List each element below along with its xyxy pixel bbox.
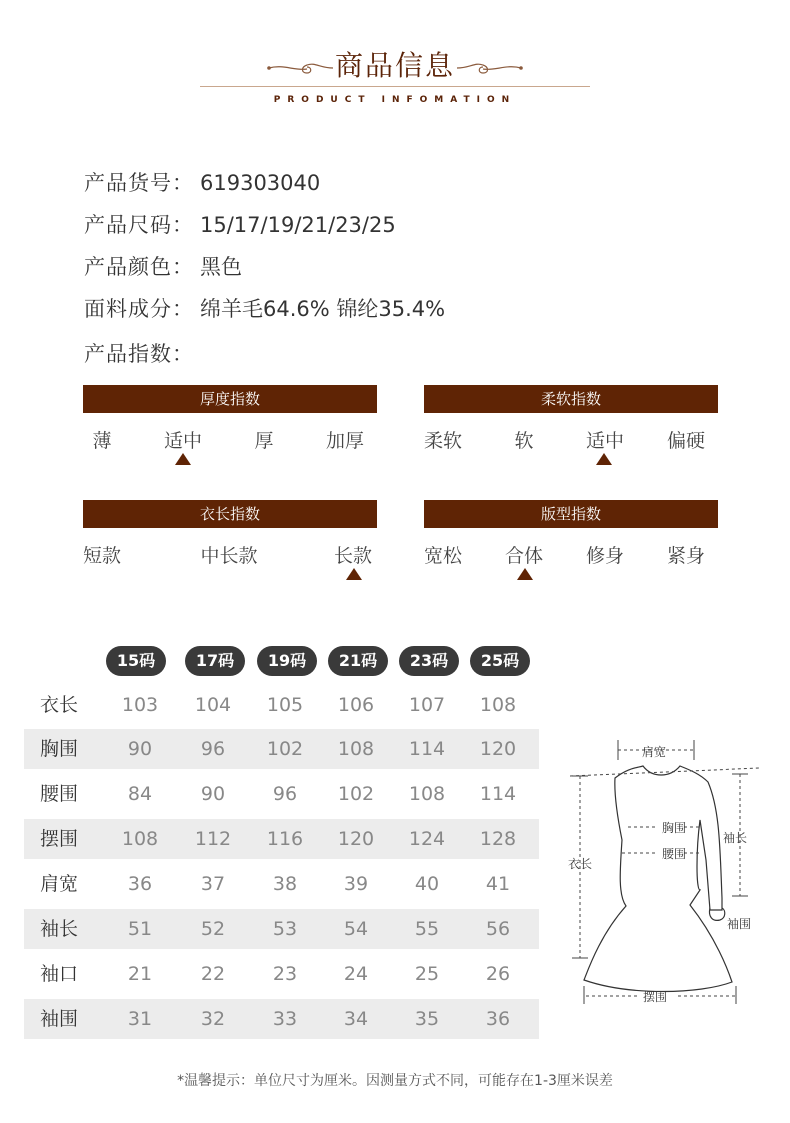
info-label: 面料成分：	[84, 297, 194, 321]
row-label: 袖围	[40, 1008, 79, 1030]
table-row	[24, 819, 539, 859]
table-cell: 22	[200, 963, 226, 985]
table-cell: 24	[343, 963, 369, 985]
info-value: 15/17/19/21/23/25	[200, 213, 396, 237]
table-cell: 25	[414, 963, 440, 985]
selected-marker-icon	[346, 568, 362, 580]
table-cell: 54	[343, 918, 369, 940]
table-cell: 104	[194, 694, 232, 716]
index-option: 适中	[585, 430, 624, 452]
index-bar-fit: 版型指数	[424, 500, 718, 528]
table-cell: 114	[408, 738, 446, 760]
table-cell: 116	[266, 828, 304, 850]
index-option: 加厚	[325, 430, 364, 452]
index-bar-length: 衣长指数	[83, 500, 377, 528]
table-cell: 21	[127, 963, 153, 985]
table-cell: 31	[127, 1008, 153, 1030]
info-label: 产品货号：	[84, 171, 194, 195]
table-cell: 38	[272, 873, 298, 895]
table-row	[24, 864, 539, 904]
index-option: 厚	[254, 430, 274, 452]
diagram-label-cuff: 袖围	[727, 917, 752, 931]
table-cell: 84	[127, 783, 153, 805]
table-cell: 96	[272, 783, 298, 805]
index-option: 紧身	[666, 545, 705, 567]
info-item-size	[84, 209, 396, 239]
info-item-fabric	[84, 293, 445, 323]
size-pill: 21码	[328, 646, 388, 676]
table-cell: 106	[337, 694, 375, 716]
size-pill: 19码	[257, 646, 317, 676]
index-option: 修身	[585, 545, 624, 567]
size-pill: 17码	[185, 646, 245, 676]
info-label: 产品尺码：	[84, 213, 194, 237]
table-cell: 37	[200, 873, 226, 895]
diagram-label-chest: 胸围	[662, 821, 687, 835]
table-cell: 96	[200, 738, 226, 760]
table-cell: 34	[343, 1008, 369, 1030]
table-cell: 53	[272, 918, 298, 940]
table-row	[24, 685, 539, 725]
table-row	[24, 909, 539, 949]
table-cell: 33	[272, 1008, 298, 1030]
size-pill: 15码	[106, 646, 166, 676]
table-cell: 51	[127, 918, 153, 940]
row-label: 衣长	[40, 694, 79, 716]
left-ornament-icon	[265, 58, 335, 78]
info-label: 产品颜色：	[84, 255, 194, 279]
index-option: 合体	[504, 545, 543, 567]
table-row	[24, 999, 539, 1039]
table-row	[24, 729, 539, 769]
info-item-color	[84, 251, 242, 281]
info-item-index	[84, 338, 194, 368]
table-cell: 108	[337, 738, 375, 760]
index-option: 偏硬	[666, 430, 705, 452]
table-cell: 103	[121, 694, 159, 716]
diagram-label-length: 衣长	[568, 857, 593, 871]
table-cell: 23	[272, 963, 298, 985]
table-row	[24, 954, 539, 994]
table-cell: 35	[414, 1008, 440, 1030]
index-option: 柔软	[423, 430, 462, 452]
table-cell: 105	[266, 694, 304, 716]
table-cell: 128	[479, 828, 517, 850]
index-option: 宽松	[423, 545, 462, 567]
table-cell: 114	[479, 783, 517, 805]
row-label: 肩宽	[40, 873, 79, 895]
info-value: 619303040	[200, 171, 321, 195]
table-cell: 120	[337, 828, 375, 850]
table-cell: 52	[200, 918, 226, 940]
page-subtitle: PRODUCT INFOMATION	[273, 95, 517, 105]
table-cell: 39	[343, 873, 369, 895]
table-cell: 90	[200, 783, 226, 805]
table-row	[24, 774, 539, 814]
table-cell: 124	[408, 828, 446, 850]
footer-note: *温馨提示：单位尺寸为厘米。因测量方式不同，可能存在1-3厘米误差	[177, 1073, 613, 1089]
index-option: 适中	[163, 430, 202, 452]
info-label: 产品指数：	[84, 342, 194, 366]
size-pill: 25码	[470, 646, 530, 676]
table-cell: 102	[266, 738, 304, 760]
table-cell: 56	[485, 918, 511, 940]
index-option: 中长款	[200, 545, 258, 567]
size-pill: 23码	[399, 646, 459, 676]
diagram-label-waist: 腰围	[662, 847, 687, 861]
diagram-label-shoulder: 肩宽	[642, 745, 667, 759]
table-cell: 41	[485, 873, 511, 895]
index-option: 薄	[92, 430, 112, 452]
page-title: 商品信息	[334, 49, 455, 82]
diagram-label-sleeve-length: 袖长	[723, 831, 748, 845]
index-bar-softness: 柔软指数	[424, 385, 718, 413]
table-cell: 36	[127, 873, 153, 895]
index-bar-thickness: 厚度指数	[83, 385, 377, 413]
dress-diagram	[560, 730, 770, 1020]
table-cell: 90	[127, 738, 153, 760]
table-cell: 26	[485, 963, 511, 985]
selected-marker-icon	[175, 453, 191, 465]
info-item-number	[84, 167, 320, 197]
diagram-label-hem: 摆围	[643, 990, 668, 1004]
table-cell: 40	[414, 873, 440, 895]
row-label: 腰围	[40, 783, 79, 805]
selected-marker-icon	[596, 453, 612, 465]
table-cell: 102	[337, 783, 375, 805]
index-option: 长款	[333, 545, 372, 567]
header-divider	[200, 86, 590, 87]
row-label: 袖口	[40, 963, 79, 985]
table-cell: 120	[479, 738, 517, 760]
index-option: 短款	[82, 545, 121, 567]
selected-marker-icon	[517, 568, 533, 580]
info-value: 绵羊毛64.6% 锦纶35.4%	[200, 297, 446, 321]
info-value: 黑色	[200, 255, 242, 279]
table-cell: 55	[414, 918, 440, 940]
right-ornament-icon	[455, 58, 525, 78]
table-cell: 107	[408, 694, 446, 716]
index-option: 软	[514, 430, 534, 452]
table-cell: 36	[485, 1008, 511, 1030]
row-label: 袖长	[40, 918, 79, 940]
table-cell: 32	[200, 1008, 226, 1030]
table-cell: 108	[121, 828, 159, 850]
table-cell: 112	[194, 828, 232, 850]
row-label: 摆围	[40, 828, 79, 850]
row-label: 胸围	[40, 738, 79, 760]
table-cell: 108	[408, 783, 446, 805]
table-cell: 108	[479, 694, 517, 716]
